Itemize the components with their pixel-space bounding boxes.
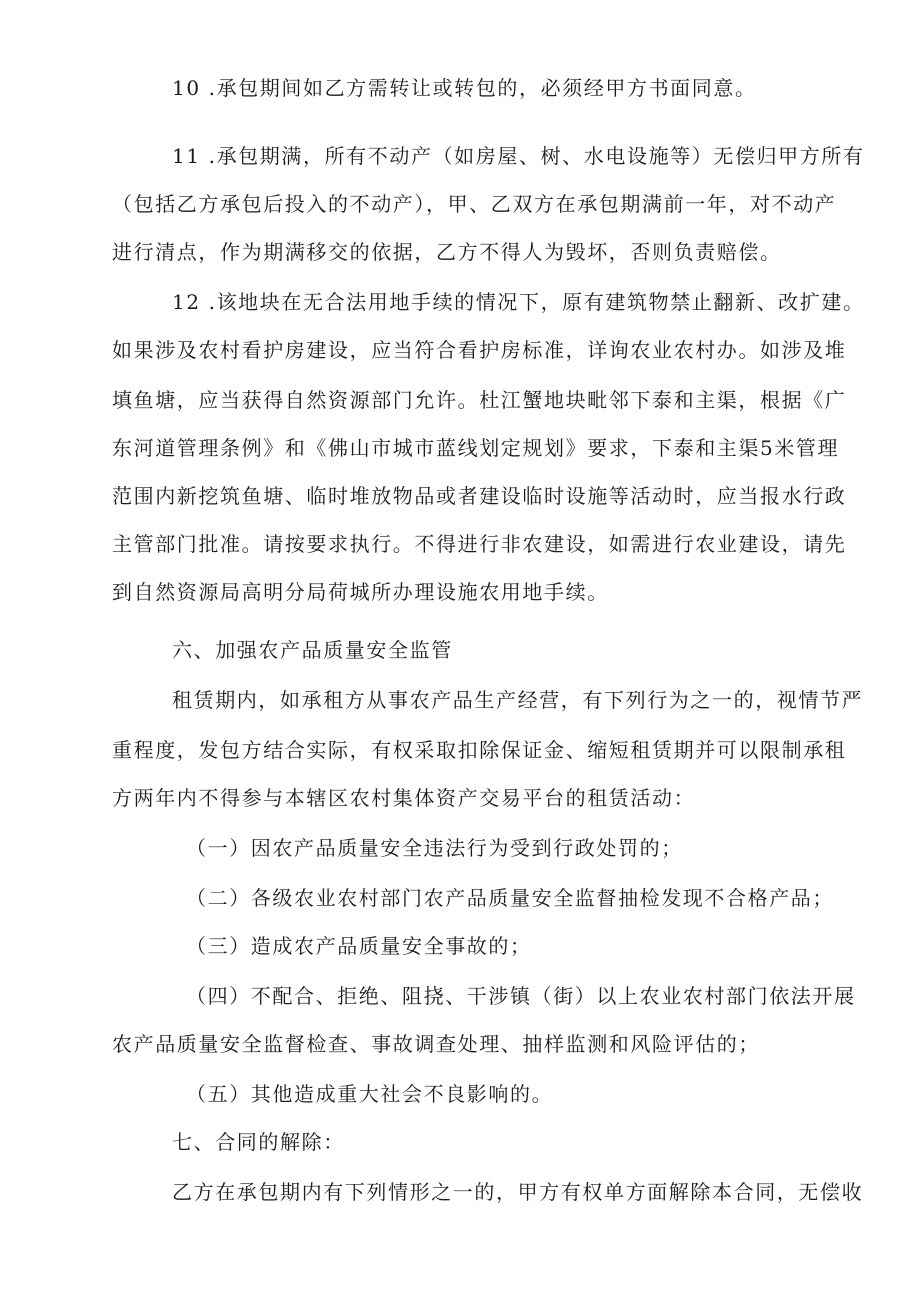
section-6-para-line-1: 租赁期内，如承租方从事农产品生产经营，有下列行为之一的，视情节严 [172, 688, 864, 712]
section-7-para-line-1: 乙方在承包期内有下列情形之一的，甲方有权单方面解除本合同，无偿收 [172, 1180, 864, 1204]
list-item-3: （三）造成农产品质量安全事故的； [186, 934, 532, 958]
clause-12-line-5: 范围内新挖筑鱼塘、临时堆放物品或者建设临时设施等活动时，应当报水行政 [112, 484, 847, 508]
list-item-5: （五）其他造成重大社会不良影响的。 [186, 1082, 554, 1106]
clause-11-line-1: 11 .承包期满，所有不动产（如房屋、树、水电设施等）无偿归甲方所有 [172, 144, 865, 168]
section-6-para-line-3: 方两年内不得参与本辖区农村集体资产交易平台的租赁活动： [112, 786, 696, 810]
clause-12-line-1: 12 .该地块在无合法用地手续的情况下，原有建筑物禁止翻新、改扩建。 [172, 290, 865, 314]
clause-12-line-4: 东河道管理条例》和《佛山市城市蓝线划定规划》要求，下泰和主渠5米管理 [112, 436, 840, 460]
list-item-4-line-2: 农产品质量安全监督检查、事故调查处理、抽样监测和风险评估的； [112, 1032, 760, 1056]
clause-11-line-2: （包括乙方承包后投入的不动产），甲、乙双方在承包期满前一年，对不动产 [112, 192, 837, 216]
list-item-2: （二）各级农业农村部门农产品质量安全监督抽检发现不合格产品； [186, 886, 834, 910]
list-item-1: （一）因农产品质量安全违法行为受到行政处罚的； [186, 836, 683, 860]
clause-10-line-1: 10 .承包期间如乙方需转让或转包的，必须经甲方书面同意。 [172, 76, 757, 100]
clause-12-line-2: 如果涉及农村看护房建设，应当符合看护房标准，详询农业农村办。如涉及堆 [112, 338, 847, 362]
clause-12-line-3: 填鱼塘，应当获得自然资源部门允许。杜江蟹地块毗邻下泰和主渠，根据《广 [112, 388, 847, 412]
clause-12-line-6: 主管部门批准。请按要求执行。不得进行非农建设，如需进行农业建设，请先 [112, 532, 847, 556]
list-item-4-line-1: （四）不配合、拒绝、阻挠、干涉镇（街）以上农业农村部门依法开展 [186, 984, 856, 1008]
section-6-para-line-2: 重程度，发包方结合实际，有权采取扣除保证金、缩短租赁期并可以限制承租 [112, 738, 847, 762]
clause-11-line-3: 进行清点，作为期满移交的依据，乙方不得人为毁坏，否则负责赔偿。 [112, 240, 782, 264]
clause-12-line-7: 到自然资源局高明分局荷城所办理设施农用地手续。 [112, 580, 609, 604]
section-6-heading: 六、加强农产品质量安全监管 [172, 638, 453, 662]
section-7-heading: 七、合同的解除： [172, 1130, 345, 1154]
